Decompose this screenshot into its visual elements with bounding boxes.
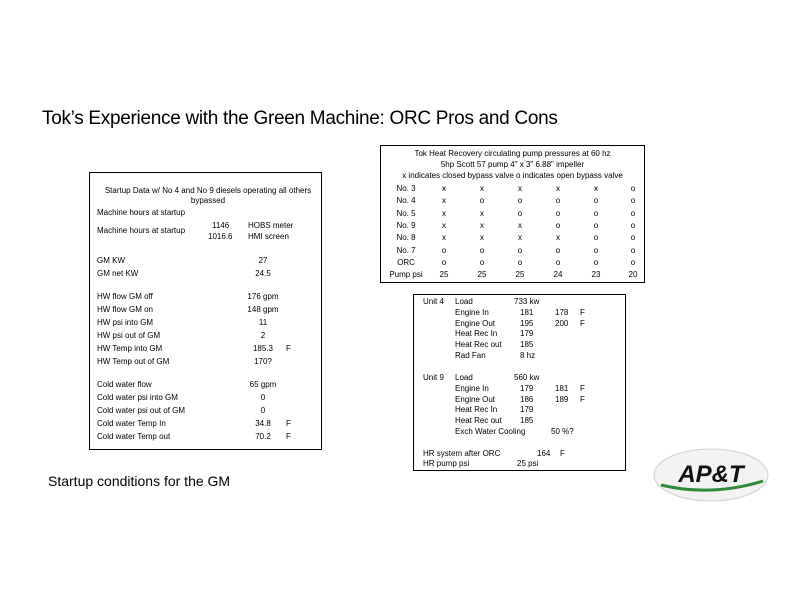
hr-cell: o [593,245,599,255]
hr-cell: 23 [591,270,601,280]
hr-cell: 25 [439,270,449,280]
hr-cell: x [518,233,522,243]
hr-header-line3: x indicates closed bypass valve o indicates open bypass valve [402,171,623,180]
hr-cell: o [555,196,561,206]
unit-load-label: Load [455,373,473,382]
unit-row-v1: 186 [520,394,534,404]
unit-row-v1: 179 [520,383,534,393]
hmi-value: 1016.6 [208,232,233,241]
unit-name: Unit 9 [423,373,444,382]
hr-cell: o [630,233,636,243]
unit-row-label: Engine In [455,383,489,393]
hr-cell: o [517,196,523,206]
hr-cell: o [441,257,447,267]
startup-row-label: GM KW [97,256,125,265]
startup-row-label: HW flow GM off [97,292,153,301]
hr-pump-psi-value: 25 psi [517,459,539,468]
hr-cell: o [517,208,523,218]
hr-cell: x [480,233,484,243]
unit-row-v2: 200 [555,318,569,328]
hr-header-line2: 5hp Scott 57 pump 4" x 3" 6.88" impeller [440,160,585,169]
unit-row-v2: 181 [555,383,569,393]
startup-row-value: 34.8 [255,419,271,428]
startup-data-table [89,172,322,450]
unit-row-label: Heat Rec In [455,329,498,339]
unit-load-value: 560 kw [514,373,540,382]
hr-cell: x [442,220,446,230]
heat-recovery-pump-table [380,145,645,283]
hr-row-label: No. 8 [396,233,416,243]
logo-text: AP&T [678,461,744,488]
startup-row-unit: F [286,419,291,428]
startup-row-value: 0 [260,406,266,415]
startup-row-value: 27 [258,256,268,265]
unit-row-label: Heat Rec out [455,340,502,350]
startup-row-label: Cold water Temp In [97,419,166,428]
hr-cell: x [442,208,446,218]
hr-cell: x [442,196,446,206]
unit-temperatures-table [413,294,626,471]
startup-row-value: 0 [260,393,266,402]
hr-cell: o [630,196,636,206]
hr-after-orc-unit: F [560,449,565,458]
startup-row-value: 170? [254,357,272,366]
hr-cell: 25 [477,270,487,280]
hr-cell: o [630,245,636,255]
hr-cell: o [479,257,485,267]
startup-row-value: 65 gpm [249,380,277,389]
startup-row-value: 176 gpm [247,292,279,301]
hr-row-label: No. 4 [396,196,416,206]
hr-cell: o [593,208,599,218]
hr-cell: o [479,196,485,206]
unit-row-v2: 189 [555,394,569,404]
startup-row-label: HW flow GM on [97,305,154,314]
hr-cell: o [593,233,599,243]
hr-cell: o [555,208,561,218]
hr-cell: x [594,184,598,193]
startup-row-value: 70.2 [255,432,271,441]
hr-cell: o [630,220,636,230]
startup-header-line1: Startup Data w/ No 4 and No 9 diesels operating all others [104,186,312,195]
hr-row-label: No. 7 [396,245,416,255]
hr-cell: 20 [628,270,638,280]
hr-cell: o [555,220,561,230]
hr-after-orc-label: HR system after ORC [423,449,501,458]
hr-cell: 24 [553,270,563,280]
hmi-label: HMI screen [248,232,289,241]
startup-row-value: 185.3 [252,344,274,353]
unit-row-v2: 178 [555,307,569,317]
hr-cell: o [593,257,599,267]
hr-row-label: No. 9 [396,220,416,230]
unit-row-label: Engine Out [455,318,496,328]
unit-row-v1: 185 [520,340,534,350]
startup-row-label: HW psi into GM [97,318,154,327]
hr-cell: o [555,257,561,267]
unit-row-v1: 185 [520,416,534,426]
unit-load-value: 733 kw [514,297,540,306]
hr-cell: x [480,184,484,193]
unit-row-unit: F [580,394,585,404]
unit-row-label: Heat Rec In [455,405,498,415]
startup-row-unit: F [286,344,291,353]
startup-row-label: Cold water Temp out [97,432,171,441]
startup-row-label: HW Temp into GM [97,344,163,353]
hr-cell: o [517,257,523,267]
hr-cell: o [630,184,636,193]
unit-row-v1: 195 [520,318,534,328]
hr-cell: o [593,196,599,206]
hr-cell: 25 [515,270,525,280]
hr-row-label: Pump psi [389,270,423,280]
startup-row-value: 148 gpm [247,305,279,314]
hobs-value: 1146 [212,221,230,230]
hr-cell: o [555,245,561,255]
unit-row-v1: 181 [520,307,534,317]
unit-load-label: Load [455,297,473,306]
startup-row-value: 11 [258,318,268,327]
machine-hours-label-2: Machine hours at startup [97,226,186,235]
hr-row-label: No. 3 [396,184,416,193]
hr-cell: x [442,184,446,193]
unit-row-unit: F [580,318,585,328]
hr-cell: o [630,208,636,218]
unit-row-v1: 179 [520,329,534,339]
unit-row-unit: F [580,307,585,317]
hr-cell: x [480,208,484,218]
hr-row-label: ORC [397,257,415,267]
hr-cell: o [441,245,447,255]
startup-row-label: Cold water psi into GM [97,393,178,402]
startup-row-label: GM net KW [97,269,139,278]
hr-cell: o [479,245,485,255]
hobs-label: HOBS meter [248,221,294,230]
startup-row-value: 2 [260,331,266,340]
unit-row-v1: 8 hz [520,351,536,360]
slide-title: Tok’s Experience with the Green Machine: ORC Pros and Cons [42,108,558,129]
startup-row-label: Cold water flow [97,380,152,389]
hr-row-label: No. 5 [396,208,416,218]
exch-water-value: 50 %? [551,427,574,436]
unit-row-label: Engine In [455,307,489,317]
unit-row-unit: F [580,383,585,393]
hr-cell: x [518,220,522,230]
hr-cell: x [556,233,560,243]
startup-header-line2: bypassed [190,196,226,205]
unit-row-label: Heat Rec out [455,416,502,426]
unit-row-v1: 179 [520,405,534,415]
startup-row-unit: F [286,432,291,441]
hr-cell: x [442,233,446,243]
machine-hours-label: Machine hours at startup [97,208,186,217]
unit-name: Unit 4 [423,297,444,306]
hr-cell: o [517,245,523,255]
hr-cell: x [556,184,560,193]
startup-row-label: HW psi out of GM [97,331,161,340]
unit-row-label: Rad Fan [455,351,486,360]
hr-pump-psi-label: HR pump psi [423,459,470,468]
startup-row-label: Cold water psi out of GM [97,406,186,415]
hr-header-line1: Tok Heat Recovery circulating pump pressures at 60 hz [414,149,611,158]
hr-cell: o [630,257,636,267]
hr-cell: x [480,220,484,230]
hr-cell: o [593,220,599,230]
unit-row-label: Engine Out [455,394,496,404]
startup-row-value: 24.5 [255,269,271,278]
hr-after-orc-value: 164 [537,449,551,458]
startup-row-label: HW Temp out of GM [97,357,170,366]
exch-water-label: Exch Water Cooling [455,427,526,436]
apt-logo [653,447,770,503]
slide-caption: Startup conditions for the GM [48,473,231,489]
hr-cell: x [518,184,522,193]
